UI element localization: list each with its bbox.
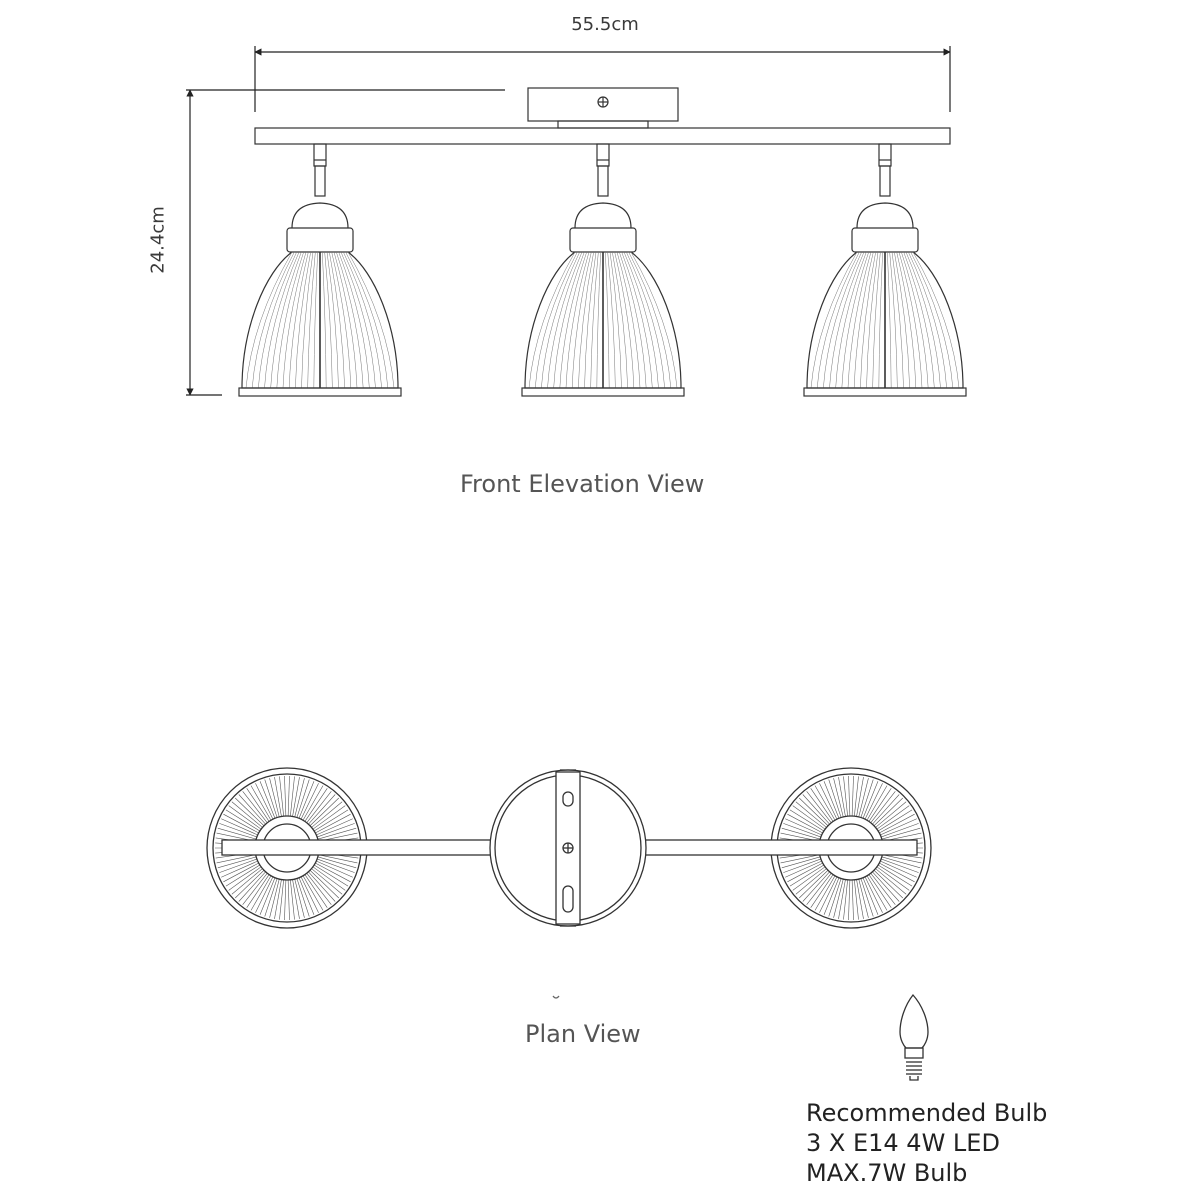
front-lamp-group bbox=[239, 144, 966, 396]
candle-bulb-icon bbox=[900, 995, 928, 1080]
bulb-heading: Recommended Bulb bbox=[806, 1099, 1048, 1127]
front-ceiling-plate bbox=[528, 88, 678, 128]
front-elevation-title: Front Elevation View bbox=[460, 470, 705, 498]
bulb-spec: 3 X E14 4W LED bbox=[806, 1129, 1000, 1157]
height-dimension-line bbox=[186, 90, 505, 395]
front-lamp-shade bbox=[522, 144, 684, 396]
plan-view-title: Plan View bbox=[525, 1020, 641, 1048]
width-dimension-label: 55.5cm bbox=[571, 14, 639, 35]
plan-view-drawing bbox=[207, 768, 931, 998]
recommended-bulb-text bbox=[806, 1098, 1047, 1188]
front-mounting-bar bbox=[255, 128, 950, 144]
front-lamp-shade bbox=[239, 144, 401, 396]
front-lamp-shade bbox=[804, 144, 966, 396]
height-dimension-label: 24.4cm bbox=[147, 206, 169, 274]
bulb-max: MAX.7W Bulb bbox=[806, 1159, 968, 1187]
